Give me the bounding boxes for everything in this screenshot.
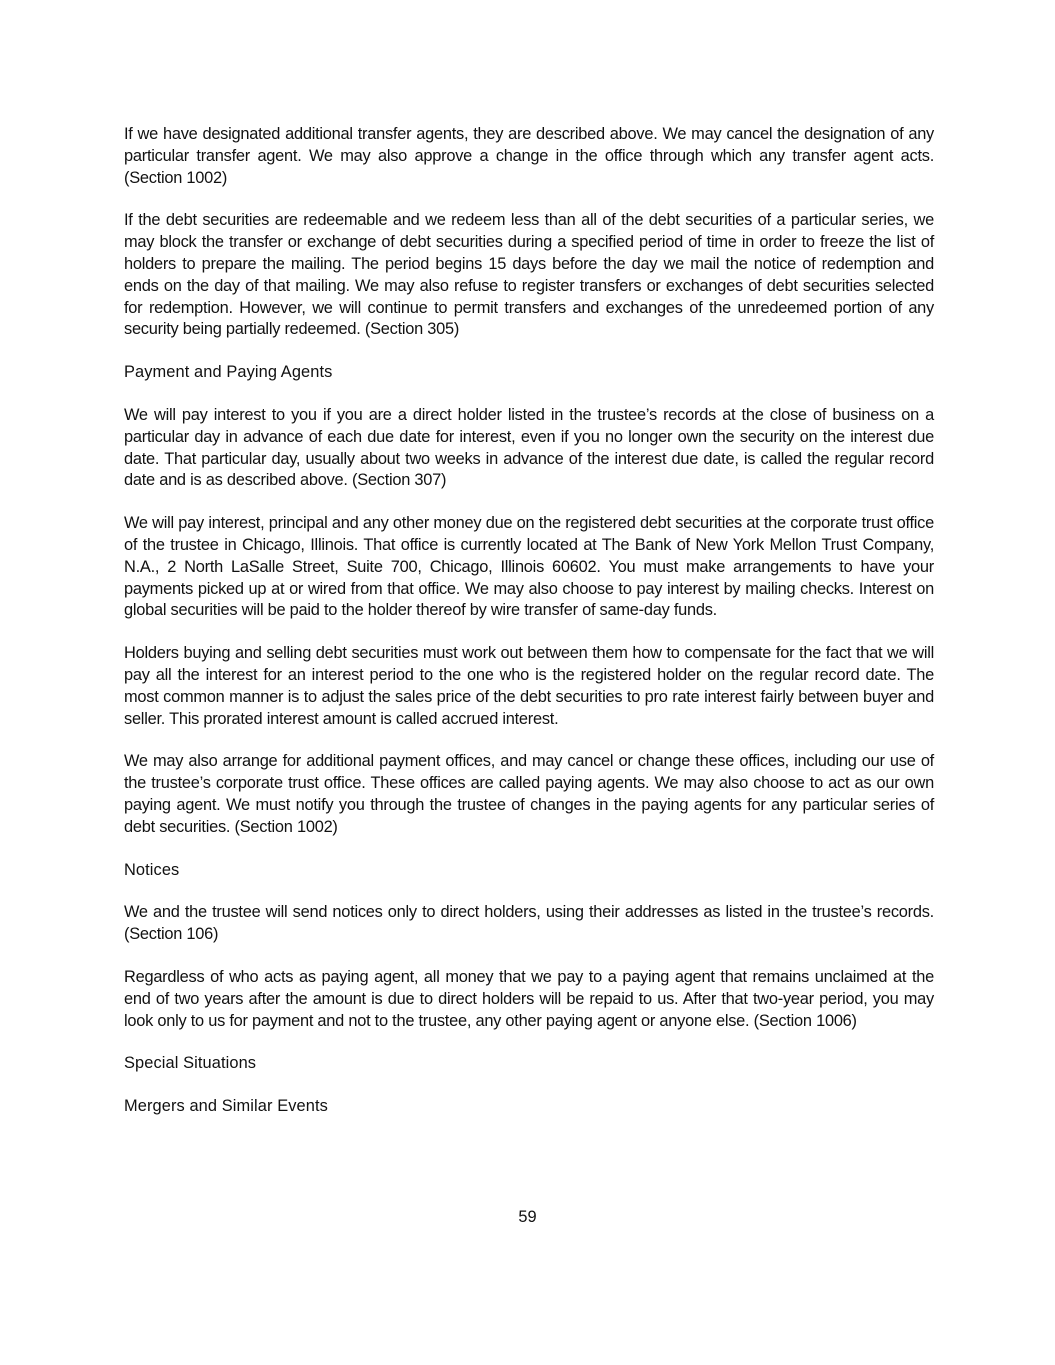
paragraph-redemption-transfers: If the debt securities are redeemable and we redeem less than all of the debt securities of a particular series, we may block the transfer or exchange of debt securities during a specified period of time in order to freeze the list of holders to prepare the mailing. The period begins 15 days before the day we mail the notice of redemption and ends on the day of that mailing. We may also refuse to register transfers or exchanges of debt securities selected for redemption. However, we will continue to permit transfers and exchanges of the unredeemed portion of any security being partially redeemed. (Section 305) [124,211,934,339]
paragraph-corporate-trust-office: We will pay interest, principal and any other money due on the registered debt securities at the corporate trust office of the trustee in Chicago, Illinois. That office is currently located at The Bank of New York Mellon Trust Company, N.A., 2 North LaSalle Street, Suite 700, Chicago, Illinois 60602. You must make arrangements to have your payments picked up at or wired from that office. We may also choose to pay interest by mailing checks. Interest on global securities will be paid to the holder thereof by wire transfer of same-day funds. [124,514,934,620]
heading-payment-and-paying-agents: Payment and Paying Agents [124,363,333,382]
paragraph-notices: We and the trustee will send notices only to direct holders, using their addresses as listed in the trustee’s records. (Section 106) [124,903,934,944]
paragraph-transfer-agents: If we have designated additional transfer agents, they are described above. We may cancel the designation of any particular transfer agent. We may also approve a change in the office through which any transfer agent acts. (Section 1002) [124,125,934,187]
paragraph-accrued-interest: Holders buying and selling debt securities must work out between them how to compensate for the fact that we will pay all the interest for an interest period to the one who is the registered holder on the regular record date. The most common manner is to adjust the sales price of the debt securities to pro rate interest fairly between buyer and seller. This prorated interest amount is called accrued interest. [124,644,934,728]
heading-special-situations: Special Situations [124,1054,257,1073]
paragraph-paying-agents: We may also arrange for additional payment offices, and may cancel or change these offices, including our use of the trustee’s corporate trust office. These offices are called paying agents. We may also choose to act as our own paying agent. We must notify you through the trustee of changes in the paying agents for any particular series of debt securities. (Section 1002) [124,752,934,836]
page-number: 59 [518,1208,537,1226]
document-body [124,124,934,1139]
paragraph-unclaimed-money: Regardless of who acts as paying agent, all money that we pay to a paying agent that remains unclaimed at the end of two years after the amount is due to direct holders will be repaid to us. After that two-year period, you may look only to us for payment and not to the trustee, any other paying agent or anyone else. (Section 1006) [124,967,934,1030]
heading-notices: Notices [124,860,180,879]
heading-mergers-and-similar-events: Mergers and Similar Events [124,1097,328,1116]
paragraph-interest-record-date: We will pay interest to you if you are a direct holder listed in the trustee’s records at the close of business on a particular day in advance of each due date for interest, even if you no longer own the security on the interest due date. That particular day, usually about two weeks in advance of the interest due date, is called the regular record date and is as described above. (Section 307) [124,405,934,490]
